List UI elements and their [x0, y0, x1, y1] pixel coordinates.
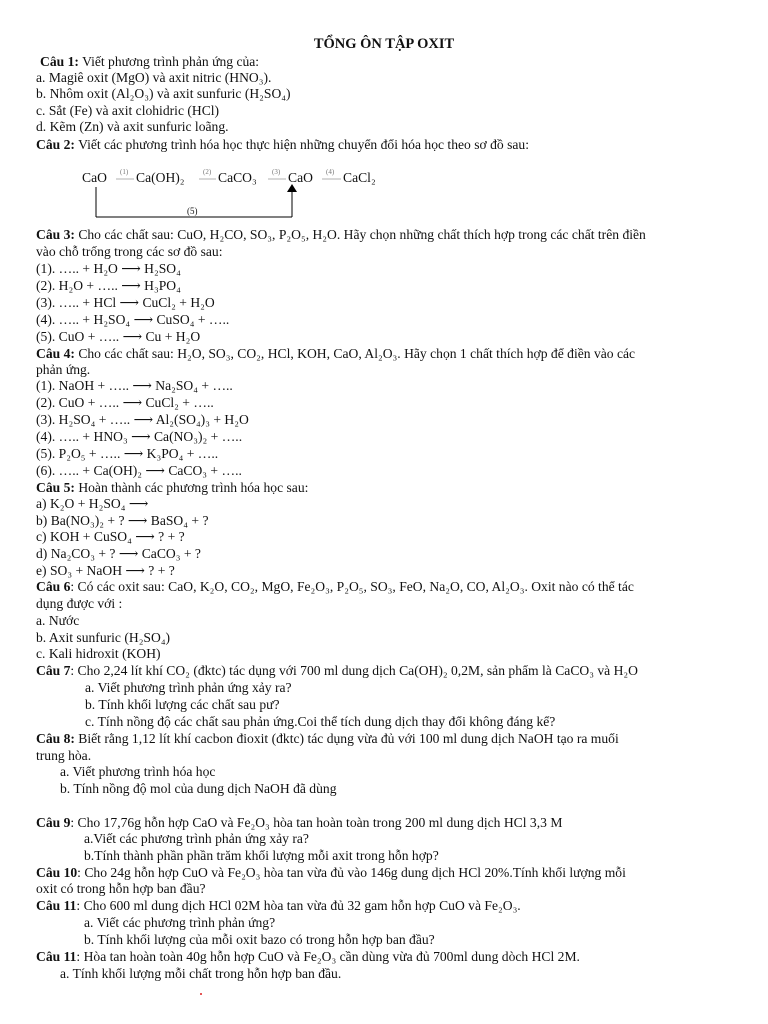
question-prompt-continued: trung hòa. — [36, 748, 92, 763]
q5-item: c) KOH + CuSO₄ ⟶ ? + ? — [36, 529, 185, 544]
question-11-second — [36, 948, 580, 965]
q5-item: b) Ba(NO₃)₂ + ? ⟶ BaSO₄ + ? — [36, 513, 209, 528]
question-label: Câu 9 — [36, 815, 71, 830]
question-prompt: Hoàn thành các phương trình hóa học sau: — [78, 480, 309, 495]
question-prompt-continued: vào chỗ trống trong các sơ đồ sau: — [36, 244, 223, 259]
arrow-head — [287, 184, 297, 192]
scheme-node: CaO — [288, 170, 313, 185]
q3-item: (4). ….. + H₂SO₄ ⟶ CuSO₄ + ….. — [36, 312, 230, 327]
question-label: Câu 11 — [36, 949, 77, 964]
step-label: (2) — [203, 168, 212, 176]
q5-item: a) K₂O + H₂SO₄ ⟶ — [36, 496, 149, 511]
loop-label: (5) — [187, 206, 198, 216]
question-label: Câu 2: — [36, 137, 75, 152]
q5-item: d) Na₂CO₃ + ? ⟶ CaCO₃ + ? — [36, 546, 201, 561]
question-9 — [36, 814, 562, 831]
question-4 — [36, 345, 635, 362]
question-prompt: Viết các phương trình hóa học thực hiện những chuyển đổi hóa học theo sơ đồ sau: — [78, 137, 529, 152]
q4-item: (3). H₂SO₄ + ….. ⟶ Al₂(SO₄)₃ + H₂O — [36, 412, 249, 427]
question-prompt: : Có các oxit sau: CaO, K₂O, CO₂, MgO, Fe₂O₃, P₂O₅, SO₃, FeO, Na₂O, CO, Al₂O₃. Oxit nào có thể tác — [70, 579, 634, 594]
q6-item: a. Nước — [36, 613, 80, 628]
step-label: (4) — [326, 168, 335, 176]
q4-item: (1). NaOH + ….. ⟶ Na₂SO₄ + ….. — [36, 378, 233, 393]
question-label: Câu 4: — [36, 346, 75, 361]
step-label: (1) — [120, 168, 129, 176]
scheme-node: CaCO₃ — [218, 170, 257, 185]
scheme-arrows — [0, 0, 768, 230]
document-title: TỔNG ÔN TẬP OXIT — [313, 36, 455, 52]
question-prompt: : Cho 600 ml dung dịch HCl 02M hòa tan vừa đủ 32 gam hỗn hợp CuO và Fe₂O₃. — [76, 898, 521, 913]
question-8 — [36, 730, 619, 747]
q9-item: a.Viết các phương trình phản ứng xảy ra? — [84, 831, 309, 846]
question-10 — [36, 864, 626, 881]
question-3 — [36, 226, 646, 243]
q11-item: b. Tính khối lượng của mỗi oxit bazo có trong hỗn hợp ban đầu? — [84, 932, 435, 947]
step-label: (3) — [272, 168, 281, 176]
q4-item: (4). ….. + HNO₃ ⟶ Ca(NO₃)₂ + ….. — [36, 429, 243, 444]
question-prompt: : Cho 24g hỗn hợp CuO và Fe₂O₃ hòa tan vừa đủ vào 146g dung dịch HCl 20%.Tính khối lượng mỗi — [77, 865, 626, 880]
question-label: Câu 5: — [36, 480, 75, 495]
q5-item: e) SO₃ + NaOH ⟶ ? + ? — [36, 563, 175, 578]
scheme-node: CaCl₂ — [343, 170, 376, 185]
question-6 — [36, 578, 634, 595]
question-prompt: Biết rằng 1,12 lít khí cacbon đioxit (đktc) tác dụng vừa đủ với 100 ml dung dịch NaOH tạo ra muối — [74, 731, 619, 746]
q3-item: (2). H₂O + ….. ⟶ H₃PO₄ — [36, 278, 181, 293]
question-label: Câu 10 — [36, 865, 78, 880]
question-prompt: Viết phương trình phản ứng của: — [82, 54, 260, 69]
question-prompt: : Cho 2,24 lít khí CO₂ (đktc) tác dụng với 700 ml dung dịch Ca(OH)₂ 0,2M, sản phẩm là CaCO₃ và H₂O — [70, 663, 638, 678]
question-label: Câu 11 — [36, 898, 77, 913]
question-label: Câu 7 — [36, 663, 71, 678]
question-prompt: Cho các chất sau: H₂O, SO₃, CO₂, HCl, KOH, CaO, Al₂O₃. Hãy chọn 1 chất thích hợp để điền vào các — [78, 346, 636, 361]
question-prompt-continued: phản ứng. — [36, 362, 91, 377]
question-5 — [36, 479, 308, 496]
q1-item-a: a. Magiê oxit (MgO) và axit nitric (HNO₃). — [36, 70, 272, 85]
question-7 — [36, 662, 638, 679]
q11-item: a. Viết các phương trình phản ứng? — [84, 915, 276, 930]
question-label: Câu 8: — [36, 731, 75, 746]
q3-item: (3). ….. + HCl ⟶ CuCl₂ + H₂O — [36, 295, 215, 310]
q9-item: b.Tính thành phần phần trăm khối lượng mỗi axit trong hỗn hợp? — [84, 848, 439, 863]
question-label: Câu 6 — [36, 579, 71, 594]
q3-item: (1). ….. + H₂O ⟶ H₂SO₄ — [36, 261, 181, 276]
q3-item: (5). CuO + ….. ⟶ Cu + H₂O — [36, 329, 201, 344]
question-prompt: Cho các chất sau: CuO, H₂CO, SO₃, P₂O₅, H₂O. Hãy chọn những chất thích hợp trong các chất trên điền — [78, 227, 646, 242]
scheme-node: Ca(OH)₂ — [136, 170, 185, 185]
question-label: Câu 1: — [40, 54, 79, 69]
q8-item: b. Tính nồng độ mol của dung dịch NaOH đã dùng — [60, 781, 337, 796]
q1-item-d: d. Kẽm (Zn) và axit sunfuric loãng. — [36, 119, 229, 134]
question-prompt-continued: dụng được với : — [36, 596, 123, 611]
q4-item: (5). P₂O₅ + ….. ⟶ K₃PO₄ + ….. — [36, 446, 219, 461]
q7-item: b. Tính khối lượng các chất sau pư? — [85, 697, 280, 712]
question-prompt: : Cho 17,76g hỗn hợp CaO và Fe₂O₃ hòa tan hoàn toàn trong 200 ml dung dịch HCl 3,3 M — [70, 815, 563, 830]
question-prompt: : Hòa tan hoàn toàn 40g hỗn hợp CuO và Fe₂O₃ cần dùng vừa đủ 700ml dung dòch HCl 2M. — [76, 949, 580, 964]
q11b-item: a. Tính khối lượng mỗi chất trong hỗn hợp ban đầu. — [60, 966, 342, 981]
stray-mark — [200, 993, 202, 995]
q1-item-c: c. Sắt (Fe) và axit clohidric (HCl) — [36, 103, 220, 118]
q1-item-b: b. Nhôm oxit (Al₂O₃) và axit sunfuric (H₂SO₄) — [36, 86, 291, 101]
q6-item: c. Kali hidroxit (KOH) — [36, 646, 161, 661]
q4-item: (2). CuO + ….. ⟶ CuCl₂ + ….. — [36, 395, 214, 410]
q7-item: a. Viết phương trình phản ứng xảy ra? — [85, 680, 292, 695]
question-label: Câu 3: — [36, 227, 75, 242]
q8-item: a. Viết phương trình hóa học — [60, 764, 216, 779]
q4-item: (6). ….. + Ca(OH)₂ ⟶ CaCO₃ + ….. — [36, 463, 242, 478]
q6-item: b. Axit sunfuric (H₂SO₄) — [36, 630, 171, 645]
scheme-node: CaO — [82, 170, 107, 185]
q7-item: c. Tính nồng độ các chất sau phản ứng.Coi thể tích dung dịch thay đổi không đáng kể? — [85, 714, 556, 729]
question-prompt-continued: oxit có trong hỗn hợp ban đầu? — [36, 881, 206, 896]
question-11 — [36, 897, 521, 914]
